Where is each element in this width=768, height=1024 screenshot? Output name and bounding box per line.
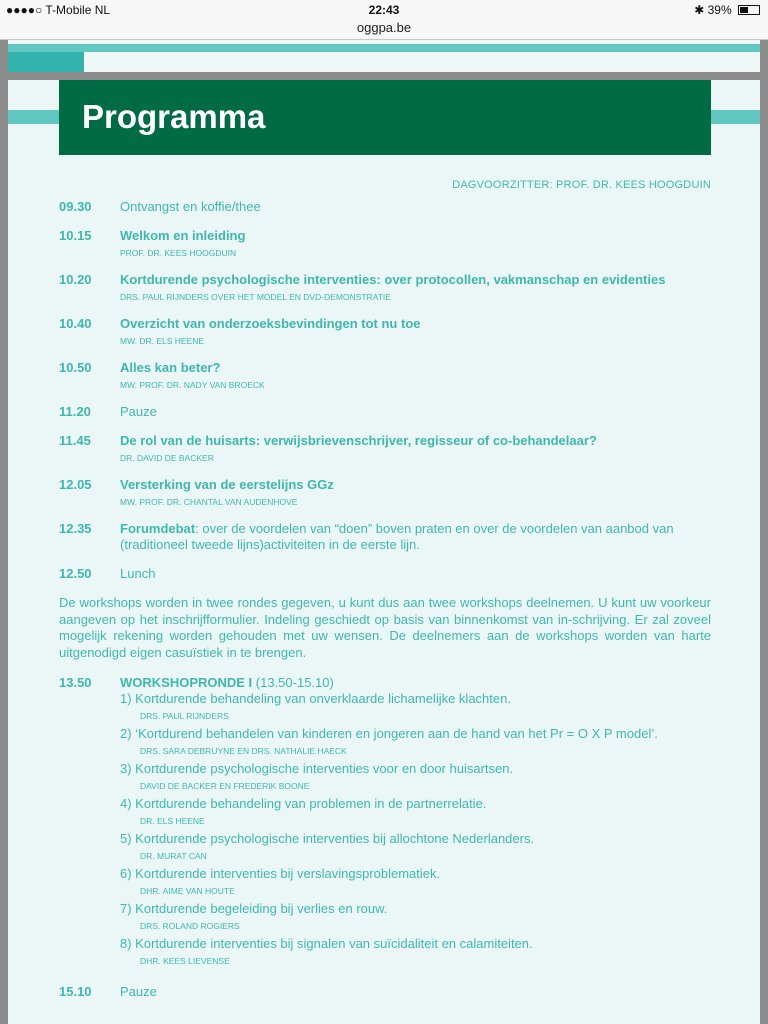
item-time: 10.40 (59, 316, 92, 331)
workshop-speaker: DRS. PAUL RIJNDERS (140, 711, 229, 721)
workshop-round-title: WORKSHOPRONDE I (120, 675, 253, 690)
battery-percent: 39% (707, 3, 732, 17)
item-title: Overzicht van onderzoeksbevindingen tot nu toe (120, 316, 421, 331)
workshop-title: 7) Kortdurende begeleiding bij verlies en rouw. (120, 901, 388, 916)
status-bar (0, 0, 768, 20)
workshop-speaker: DRS. ROLAND ROGIERS (140, 921, 240, 931)
workshop-title: 6) Kortdurende interventies bij verslavingsproblematiek. (120, 866, 441, 881)
status-right (694, 3, 760, 17)
workshop-title: 4) Kortdurende behandeling van problemen in de partnerrelatie. (120, 796, 487, 811)
workshop-item (120, 831, 711, 862)
workshop-title: 5) Kortdurende psychologische interventies bij allochtone Nederlanders. (120, 831, 535, 846)
address-bar[interactable]: oggpa.be (0, 20, 768, 40)
item-description: : over de voordelen van “doen” boven praten en over de voordelen van aanbod van (traditioneel tweede lijns)activiteiten in de eerste lijn. (120, 521, 674, 552)
workshop-speaker: DAVID DE BACKER EN FREDERIK BOONE (140, 781, 310, 791)
item-time: 10.50 (59, 360, 92, 375)
program-item (59, 566, 711, 582)
item-title: Forumdebat (120, 521, 196, 536)
program-item (59, 272, 711, 303)
program-page (8, 80, 760, 1024)
workshop-list (120, 691, 711, 967)
workshop-intro: De workshops worden in twee rondes gegeven, u kunt dus aan twee workshops deelnemen. U kunt uw voorkeur aangeven op het inschrijfformulier. Indeling geschiedt op basis van binnenkomst van in-schrijving. Er zal zoveel mogelijk rekening worden gehouden met uw wensen. De deelnemers aan de workshops worden van harte uitgenodigd eigen casuïstiek in te brengen. (59, 595, 711, 660)
header-band (59, 80, 711, 155)
item-time: 12.50 (59, 566, 92, 581)
item-speaker: MW. PROF. DR. CHANTAL VAN AUDENHOVE (120, 497, 298, 507)
item-time: 11.20 (59, 404, 91, 419)
item-speaker: MW. PROF. DR. NADY VAN BROECK (120, 380, 265, 390)
workshop-title: 3) Kortdurende psychologische interventies voor en door huisartsen. (120, 761, 514, 776)
item-title: Lunch (120, 566, 156, 581)
item-body (120, 316, 711, 347)
program-item (59, 984, 711, 1000)
item-time: 12.35 (59, 521, 92, 536)
item-body (120, 199, 711, 215)
item-time: 12.05 (59, 477, 92, 492)
item-time: 09.30 (59, 199, 92, 214)
item-body (120, 477, 711, 508)
program-item (59, 521, 711, 553)
item-body (120, 521, 711, 553)
item-title: Kortdurende psychologische interventies: over protocollen, vakmanschap en evidenties (120, 272, 666, 287)
program-item (59, 404, 711, 420)
item-body (120, 566, 711, 582)
item-speaker: DR. DAVID DE BACKER (120, 453, 214, 463)
program-item (59, 228, 711, 259)
top-block (8, 52, 84, 72)
top-stripe (8, 44, 760, 52)
workshop-item (120, 691, 711, 722)
workshop-item (120, 901, 711, 932)
page-title: Programma (82, 98, 266, 135)
item-title: Alles kan beter? (120, 360, 221, 375)
item-body (120, 404, 711, 420)
item-title: Ontvangst en koffie/thee (120, 199, 261, 214)
workshop-round (59, 675, 711, 971)
item-time: 15.10 (59, 984, 92, 999)
item-speaker: MW. DR. ELS HEENE (120, 336, 205, 346)
item-title: Welkom en inleiding (120, 228, 246, 243)
program-list (59, 199, 711, 582)
bluetooth-icon: ✱ (694, 3, 705, 17)
program-item (59, 199, 711, 215)
page-top-decoration (8, 40, 760, 72)
item-body (120, 272, 711, 303)
workshop-round-body (120, 675, 711, 971)
program-item (59, 316, 711, 347)
program-item (59, 433, 711, 464)
workshop-speaker: DHR. KEES LIEVENSE (140, 956, 230, 966)
item-body (120, 360, 711, 391)
workshop-round-range: (13.50-15.10) (252, 675, 334, 690)
item-title: De rol van de huisarts: verwijsbrievenschrijver, regisseur of co-behandelaar? (120, 433, 597, 448)
workshop-title: 1) Kortdurende behandeling van onverklaarde lichamelijke klachten. (120, 691, 511, 706)
workshop-item (120, 761, 711, 792)
item-body (120, 228, 711, 259)
workshop-title: 2) ‘Kortdurend behandelen van kinderen en jongeren aan de hand van het Pr = O X P model’. (120, 726, 658, 741)
workshop-item (120, 796, 711, 827)
item-body (120, 433, 711, 464)
item-title: Pauze (120, 404, 157, 419)
workshop-speaker: DR. ELS HEENE (140, 816, 205, 826)
item-time: 10.15 (59, 228, 92, 243)
program-item (59, 477, 711, 508)
item-speaker: PROF. DR. KEES HOOGDUIN (120, 248, 237, 258)
battery-icon (738, 5, 760, 15)
clock: 22:43 (368, 3, 400, 17)
carrier-label: ●●●●○ T-Mobile NL (6, 3, 111, 17)
program-content (59, 179, 711, 1013)
workshop-item (120, 936, 711, 967)
workshop-title: 8) Kortdurende interventies bij signalen van suïcidaliteit en calamiteiten. (120, 936, 533, 951)
workshop-speaker: DHR. AIME VAN HOUTE (140, 886, 235, 896)
workshop-speaker: DRS. SARA DEBRUYNE EN DRS. NATHALIE HAECK (140, 746, 347, 756)
workshop-round-time: 13.50 (59, 675, 92, 690)
item-speaker: DRS. PAUL RIJNDERS OVER HET MODEL EN DVD-DEMONSTRATIE (120, 292, 391, 302)
item-title: Pauze (120, 984, 157, 999)
workshop-speaker: DR. MURAT CAN (140, 851, 207, 861)
workshop-item (120, 866, 711, 897)
workshop-item (120, 726, 711, 757)
chair-line: DAGVOORZITTER: PROF. DR. KEES HOOGDUIN (452, 179, 711, 191)
item-title: Versterking van de eerstelijns GGz (120, 477, 334, 492)
item-time: 11.45 (59, 433, 91, 448)
program-item (59, 360, 711, 391)
item-time: 10.20 (59, 272, 92, 287)
